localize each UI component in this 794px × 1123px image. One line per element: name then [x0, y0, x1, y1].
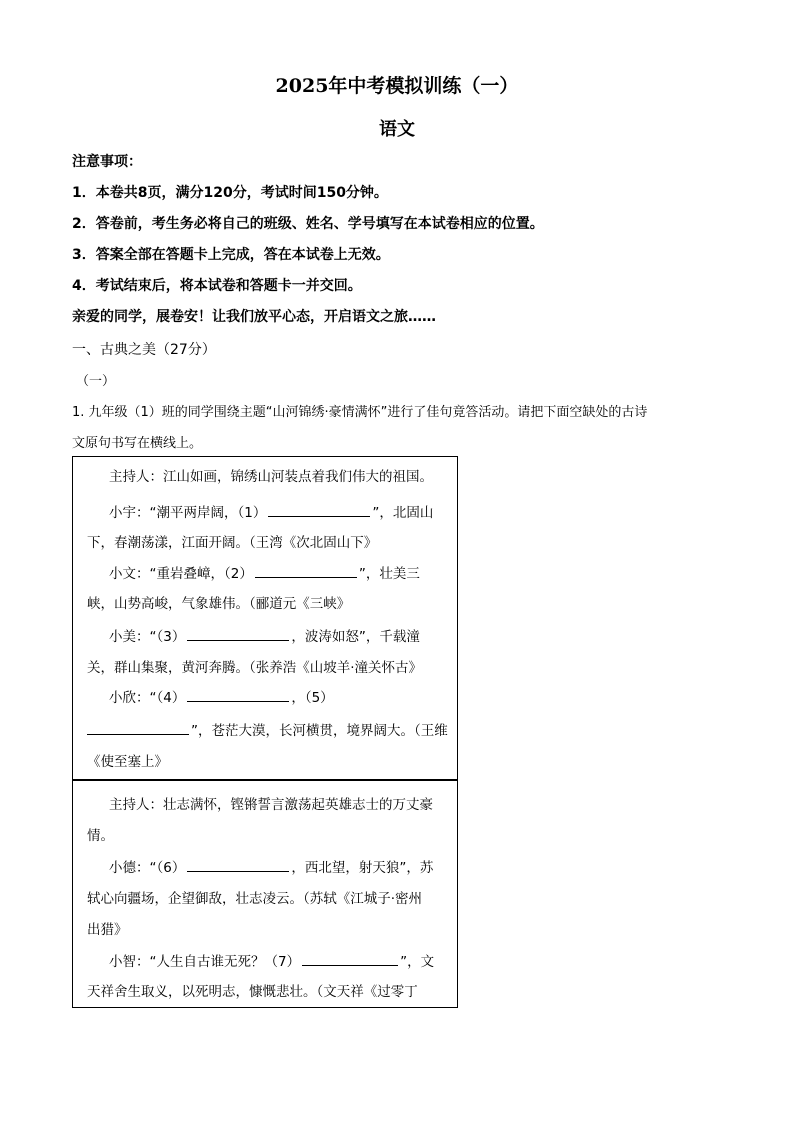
- answer-blank-5[interactable]: [87, 722, 189, 735]
- answer-blank-6[interactable]: [187, 859, 289, 872]
- box1-line-3: 下，春潮荡漾，江面开阔。（王湾《次北固山下》: [87, 535, 378, 551]
- section-title: 一、古典之美（27分）: [72, 342, 216, 358]
- box1-line-9: ”，苍茫大漠，长河横贯，境界阔大。（王维: [87, 719, 448, 739]
- note-item-4: 4．考试结束后，将本试卷和答题卡一并交回。: [72, 278, 362, 294]
- note-item-2: 2．答卷前，考生务必将自己的班级、姓名、学号填写在本试卷相应的位置。: [72, 216, 544, 232]
- box2-line-1: 主持人：壮志满怀，铿锵誓言激荡起英雄志士的万丈豪: [109, 797, 433, 813]
- question-1-line-2: 文原句书写在横线上。: [72, 436, 203, 451]
- box1-line-8: 小欣：“（4） ，（5）: [109, 690, 334, 706]
- box1-line-10: 《使至塞上》: [87, 754, 168, 770]
- box2-line-7: 天祥舍生取义，以死明志，慷慨悲壮。（文天祥《过零丁: [87, 984, 418, 1000]
- note-item-1: 1．本卷共8页，满分120分，考试时间150分钟。: [72, 185, 388, 201]
- box2-line-4: 轼心向疆场，企望御敌，壮志凌云。（苏轼《江城子·密州: [87, 891, 423, 907]
- box1-line-4: 小文：“重岩叠嶂，（2） ”，壮美三: [109, 566, 420, 582]
- box1-line-6: 小美：“（3） ，波涛如怒”，千载潼: [109, 629, 420, 645]
- subject-title: 语文: [379, 119, 415, 140]
- box1-line-5: 峡，山势高峻，气象雄伟。（郦道元《三峡》: [87, 596, 351, 612]
- part-title: （一）: [76, 374, 116, 389]
- note-item-3: 3．答案全部在答题卡上完成，答在本试卷上无效。: [72, 247, 390, 263]
- notes-heading: 注意事项：: [72, 154, 142, 170]
- box2-line-2: 情。: [87, 828, 114, 844]
- exam-title: 2025年中考模拟训练（一）: [275, 75, 519, 97]
- box1-line-2: 小宇：“潮平两岸阔，（1） ”，北固山: [109, 505, 434, 521]
- box2-line-3: 小德：“（6） ，西北望，射天狼”，苏: [109, 860, 434, 876]
- box1-line-1: 主持人：江山如画，锦绣山河装点着我们伟大的祖国。: [109, 469, 433, 485]
- box1-line-7: 关，群山集聚，黄河奔腾。（张养浩《山坡羊·潼关怀古》: [87, 660, 423, 676]
- quiz-box-1: [72, 456, 458, 780]
- answer-blank-3[interactable]: [187, 628, 289, 641]
- question-1-line-1: 1. 九年级（1）班的同学围绕主题“山河锦绣·豪情满怀”进行了佳句竟答活动。请把下面空缺处的古诗: [72, 405, 648, 420]
- answer-blank-1[interactable]: [268, 504, 370, 517]
- answer-blank-4[interactable]: [187, 689, 289, 702]
- quiz-box-2: [72, 780, 458, 1008]
- box2-line-6: 小智：“人生自古谁无死？（7） ”，文: [109, 954, 435, 970]
- greeting: 亲爱的同学，展卷安！让我们放平心态，开启语文之旅……: [72, 309, 436, 325]
- answer-blank-7[interactable]: [302, 953, 398, 966]
- answer-blank-2[interactable]: [255, 565, 357, 578]
- box2-line-5: 出猎》: [87, 922, 128, 938]
